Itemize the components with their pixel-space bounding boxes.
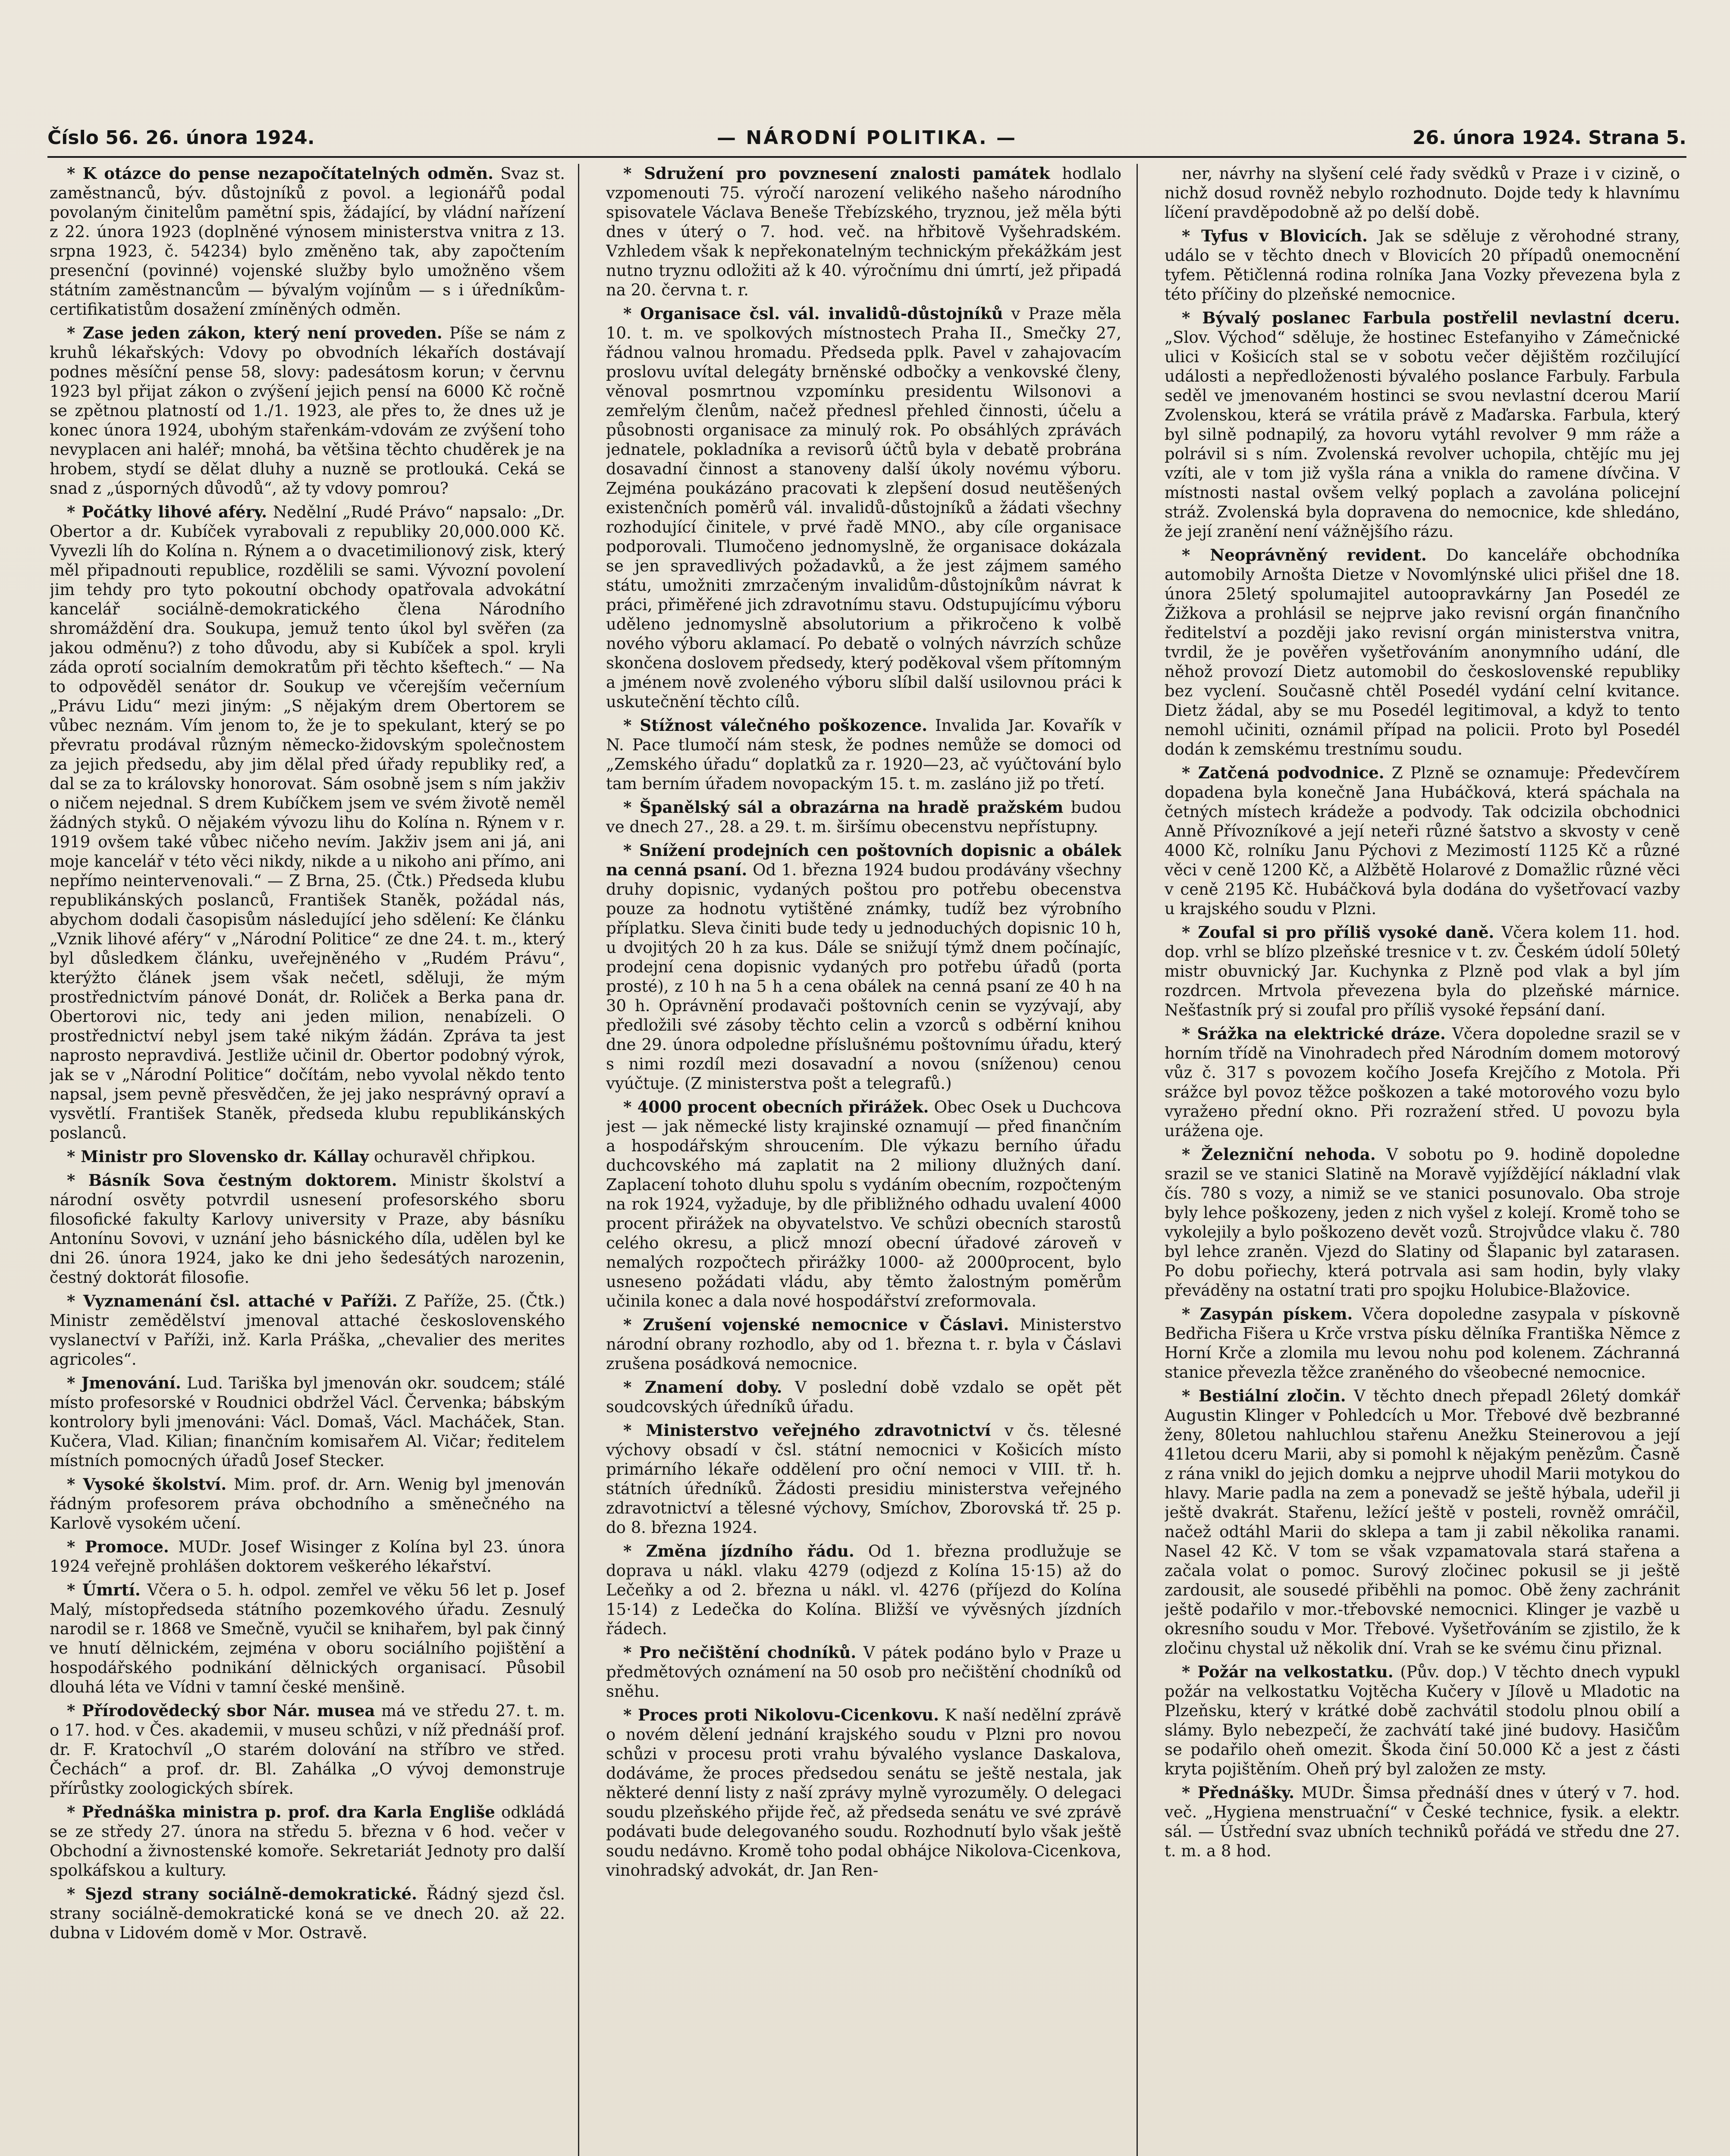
news-item — [606, 304, 1121, 711]
column-3 — [1165, 164, 1680, 2156]
news-item-headline: * Změna jízdního řádu. — [623, 1542, 854, 1561]
news-item — [606, 164, 1121, 300]
news-item-headline: * Srážka na elektrické dráze. — [1182, 1024, 1446, 1043]
news-item-text: Jak se sděluje z věrohodné strany, událo se v těchto dnech v Blovicích 20 případů onemocnění tyfem. Pětičlenná rodina rolníka Jana Vozky převezena byla z této příčiny do plzeňské nemocnice. — [1165, 227, 1680, 304]
news-item-headline: * 4000 procent obecních přirážek. — [623, 1097, 929, 1116]
news-item — [1165, 763, 1680, 918]
news-item — [50, 1802, 565, 1880]
news-item-headline: * Vysoké školství. — [67, 1475, 227, 1494]
news-item — [606, 1643, 1121, 1701]
news-item-text: má ve středu 27. t. m. o 17. hod. v Čes. akademii, v museu schůzi, v níž přednáší prof. dr. F. Kratochvíl „O starém dolování na stříbro ve střed. Čechách“ a prof. dr. Bl. Zahálka „O vývoj demonstruje přírůstky zoologických sbírek. — [50, 1702, 565, 1798]
news-item-headline: * Zatčená podvodnice. — [1182, 763, 1385, 782]
news-item-text: Ministerstvo národní obrany rozhodlo, aby od 1. března t. r. byla v Čáslavi zrušena posádková nemocnice. — [606, 1316, 1121, 1373]
news-item-text: Do kanceláře obchodníka automobily Arnošta Dietze v Novomlýnské ulici přišel dne 18. února 25letý spolumajitel autoopravkárny Jan Posedél ze Žižkova a prohlásil se nejprve jako revisní orgán finančního ředitelství a později jako revisní orgán ministerstva vnitra, tvrdil, že je pověřen vyšetřováním anonymního udání, dle něhož provozí Dietz automobil do československé republiky bez vyclení. Současně chtěl Posedél vydání celní kvitance. Dietz žádal, aby se mu Posedél legitimoval, a když to tento nemohl učiniti, oznámil případ na policii. Proto byl Posedél dodán k zemskému trestnímu soudu. — [1165, 546, 1680, 758]
news-item-text: V pátek podáno bylo v Praze u předmětových oznámení na 50 osob pro nečištění chodníků od sněhu. — [606, 1643, 1121, 1701]
column-divider — [578, 164, 579, 2156]
news-item — [606, 798, 1121, 837]
news-item-text: K naší nedělní zprávě o novém dělení jednání krajského soudu v Plzni pro novou schůzi v procesu proti vrahu bývalého vyslance Daskalova, dodáváme, že proces předsedou senátu se ještě nestala, jak některé denní listy z naší zprávy mylně vyrozuměly. O delegaci soudu plzeňského přijde řeč, až předseda senátu ve své zprávě podávati bude delegovaného soudu. Rozhodnutí bylo však ještě soudu nedávno. Kromě toho podal obhájce Nikolova-Cicenkova, vinohradský advokát, dr. Jan Ren- — [606, 1706, 1121, 1880]
news-item-text: Včera dopoledne srazil se v horním třídě na Vinohradech před Národním domem motorový vůz č. 317 s povozem kočího Josefa Krejčího z Motola. Při srážce byl povoz těžce poškozen a také motorového vozu bylo vyražено přední okno. Při rozražení střed. U povozu byla urážena oje. — [1165, 1025, 1680, 1140]
news-item-headline: * Tyfus v Blovicích. — [1182, 226, 1368, 245]
news-item-text: „Slov. Východ“ sděluje, že hostinec Estefanyiho v Zámečnické ulici v Košicích stal se v sobotu večer dějištěm rozčilující události a nepředloženosti bývalého poslance Farbuly. Farbula seděl ve jmenovaném hostinci se svou nevlastní dcerou Marií Zvolenskou, která se vrátila právě z Maďarska. Farbula, který byl silně podnapilý, za hovoru vytáhl revolver 9 mm ráže a polrávil si s ním. Zvolenská revolver uchopila, chtějíc mu jej vzíti, ale v tom již vyšla rána a vnikla do ramene dívčina. V místnosti nastal ovšem velký poplach a zavolána policejní stráž. Zvolenská byla dopravena do nemocnice, kde shledáno, že její zranění není vážnějšího rázu. — [1165, 328, 1680, 541]
news-item — [50, 164, 565, 319]
news-item-headline: * Stížnost válečného poškozence. — [623, 716, 927, 735]
news-item — [50, 1171, 565, 1287]
news-item-headline: * Znamení doby. — [623, 1378, 782, 1397]
news-item-text: Píše se nám z kruhů lékařských: Vdovy po obvodních lékařích dostávají podnes měsíční pense 58, slovy: padesátosm korun; v červnu 1923 byl přijat zákon o zvýšení jejich pensí na 6000 Kč ročně se zpětnou platností od 1./1. 1923, ale přes to, že dnes už je konec února 1924, ubohým stařenkám-vdovám ze zvýšení toho nevyplacen ani haléř; mnohá, ba většina těchto chuděrek je na hrobem, stydí se dělat dluhy a nuzně se protlouká. Ceká se snad z „úsporných důvodů“, až ty vdovy pomrou? — [50, 324, 565, 498]
news-item-text: Invalida Jar. Kovařík v N. Pace tlumočí nám stesk, že podnes nemůže se domoci od „Zemského úřadu“ doplatků za r. 1920—23, ač vyúčtování bylo tam berním úřadem novopackým 15. t. m. zasláno již po třetí. — [606, 716, 1121, 793]
news-item — [606, 1421, 1121, 1537]
news-item-headline: * Počátky lihové aféry. — [67, 502, 267, 521]
news-item-text: V sobotu po 9. hodině dopoledne srazil se ve stanici Slatině na Moravě vyjíždějící nákladní vlak čís. 780 s vozy, a nimiž se ve stanici posunovalo. Oba stroje byly lehce poškozeny, jeden z nich vyšel z kolejí. Kromě toho se vykolejily a bylo poškozeno devět vozů. Strojvůdce vlaku č. 780 byl lehce zraněn. Vjezd do Slatiny od Šlapanic byl zatarasen. Po dobu pořiechy, která potrvala asi sam hodin, byly vlaky převáděny na ostatní trati pro spojku Holubice-Blažovice. — [1165, 1145, 1680, 1300]
news-item-text: (Pův. dop.) V těchto dnech vypukl požár na velkostatku Vojtěcha Kučery v Jílově u Mladotic na Plzeňsku, který v krátké době zachvátil stodolu plnou obilí a slámy. Bylo nebezpečí, že zachvátí také jiné budovy. Hasičům se podařilo oheň omezit. Škoda činí 50.000 Kč a jest z části kryta pojištěním. Oheň prý byl založen ze msty. — [1165, 1663, 1680, 1778]
header-rule — [47, 156, 1686, 158]
news-item-text: v čs. tělesné výchovy obsadí v čsl. státní nemocnici v Košicích místo primárního lékaře oddělení pro oční nemoci v VIII. tř. h. státních úředníků. Žádosti presidiu ministerstva veřejného zdravotnictví a tělesné výchovy, Smíchov, Zborovská tř. 25 p. do 8. března 1924. — [606, 1421, 1121, 1537]
news-item — [606, 716, 1121, 793]
news-item-headline: * Sdružení pro povznesení znalosti památek — [623, 164, 1050, 183]
news-item-headline: * Bestiální zločin. — [1182, 1386, 1346, 1405]
news-item-text: Obec Osek u Duchcova jest — jak německé listy krajinské oznamují — před finančním a hospodářským shroucením. Dle výkazu berního úřadu duchcovského má zaplatit na 2 miliony dlužných daní. Zaplacení tohoto dluhu spolu s vydáním obecním, rozpočteným na rok 1924, vyžaduje, by dle přibližného odhadu uvalení 4000 procent přirážek na obyvatelstvo. Ve schůzi obecních starostů celého okresu, a plicž mnozí obecní úřadové zároveň v nemalých rozpočtech přirážky 1000- až 2000procent, bylo usneseno požádati vládu, aby těmto žalostným poměrům učinila konec a dala nové hospodářství zreformovala. — [606, 1098, 1121, 1310]
news-item-text: ner, návrhy na slyšení celé řady svědků v Praze i v cizině, o nichž dosud rovněž nebylo rozhodnuto. Dojde tedy k hlavnímu líčení pravděpodobně až po delší době. — [1165, 164, 1680, 222]
news-item-headline: * Jmenování. — [67, 1373, 181, 1392]
news-item-text: MUDr. Josef Wisinger z Kolína byl 23. února 1924 veřejně prohlášen doktorem veškerého lékařství. — [50, 1538, 565, 1576]
news-item-text: Svaz st. zaměstnanců, býv. důstojníků z povol. a legionářů podal povolaným činitelům pamětní spis, žádající, by vládní nařízení z 22. února 1923 (doplněné výnosem ministerstva vnitra z 13. srpna 1923, č. 54234) bylo změněno tak, aby započtením presenční (povinné) vojenské služby bylo umožněno všem státním zaměstnancům — bývalým vojínům — s i úředníkům-certifikatistům dosažení zmíněných odměn. — [50, 164, 565, 319]
news-item — [50, 1701, 565, 1798]
news-item-text: Řádný sjezd čsl. strany sociálně-demokratické koná se ve dnech 20. až 22. dubna v Lidovém domě v Mor. Ostravě. — [50, 1885, 565, 1942]
news-item — [606, 1542, 1121, 1639]
column-divider — [1137, 164, 1138, 2156]
news-item-text: V poslední době vzdalo se opět pět soudcovských úředníků úřadu. — [606, 1378, 1121, 1416]
news-item — [50, 1291, 565, 1369]
news-item — [606, 1705, 1121, 1880]
news-item-headline: * Ministerstvo veřejného zdravotnictví — [623, 1421, 991, 1440]
news-item-headline: * Požár na velkostatku. — [1182, 1662, 1394, 1681]
news-item-text: Mim. prof. dr. Arn. Wenig byl jmenován řádným profesorem práva obchodního a směnečného na Karlově vysokém učení. — [50, 1475, 565, 1532]
news-item-headline: * Bývalý poslanec Farbula postřelil nevlastní dceru. — [1182, 308, 1680, 327]
news-item — [1165, 1145, 1680, 1300]
newspaper-title: — NÁRODNÍ POLITIKA. — — [717, 127, 1017, 149]
news-item — [1165, 923, 1680, 1020]
news-item — [1165, 545, 1680, 759]
news-item-text: Včera o 5. h. odpol. zemřel ve věku 56 let p. Josef Malý, místopředseda státního pozemkového úřadu. Zesnulý narodil se r. 1868 ve Smečně, vyučil se knihařem, byl pak činný ve hnutí dělnickém, zejména v oboru sociálního pojištění a hospodářského podnikání dělnických organisací. Působil dlouhá léta ve Vídni v tamní české menšině. — [50, 1581, 565, 1696]
news-item-headline: * Organisace čsl. vál. invalidů-důstojníků — [623, 304, 1003, 323]
news-item — [50, 502, 565, 1143]
news-item — [50, 1373, 565, 1470]
column-2 — [606, 164, 1121, 2156]
news-item — [606, 1378, 1121, 1416]
news-item-text: Lud. Tariška byl jmenován okr. soudcem; stálé místo profesorské v Roudnici obdržel Václ. Červenka; bábským kontrolory byli jmenováni: Václ. Domaš, Václ. Macháček, Stan. Kučera, Vlad. Kilian; finančním komisařem Al. Vičar; ředitelem místních pomocných úřadů Josef Stecker. — [50, 1374, 565, 1470]
news-item-headline: * Snížení prodejních cen poštovních dopisnic a obálek na cenná psaní. — [606, 841, 1121, 879]
news-item-headline: * Zasypán pískem. — [1182, 1304, 1353, 1323]
news-item-headline: * Zase jeden zákon, který není proveden. — [67, 323, 443, 342]
news-item — [1165, 1783, 1680, 1861]
news-item-text: hodlalo vzpomenouti 75. výročí narození velikého našeho národního spisovatele Václava Beneše Třebízského, tryznou, jež měla býti dnes v úterý o 7. hod. več. na hřbitově Vyšehradském. Vzhledem však k nepřekonatelným technickým překážkám jest nutno tryznu odložiti až k 40. výročnímu dni úmrtí, jež připadá na 20. června t. r. — [606, 164, 1121, 299]
news-item-headline: * Zrušení vojenské nemocnice v Čáslavi. — [623, 1315, 1009, 1334]
page-number: 26. února 1924. Strana 5. — [1412, 127, 1686, 149]
news-item-text: ochuravěl chřipkou. — [374, 1147, 536, 1166]
news-item-text: Nedělní „Rudé Právo“ napsalo: „Dr. Obertor a dr. Kubíček vyrabovali z republiky 20,000.000 Kč. Vyvezli líh do Kolína n. Rýnem a o dvacetimilionový zisk, který měl připadnouti republice, rozdělili se sami. Vývozní povolení jim tehdy pro tyto pokoutní obchody opatřovala advokátní kancelář sociálně-demokratického člena Národního shromáždění dra. Soukupa, jemuž tento úkol byl svěřen (za jakou odměnu?) z toho důvodu, aby si Kubíček a spol. kryli záda oprotí socialním demokratům při těchto kšeftech.“ — Na to odpověděl senátor dr. Soukup ve včerejším večerníum „Právu Lidu“ mezi jiným: „S nějakým drem Obertorem se vůbec neznám. Vím jenom to, že je to spekulant, který se po převratu prodával různým německo-židovským společnostem za jejich předsedu, aby jim dělal před úřady republiky reď, a dal se za to královsky honorovat. Sám osobně jsem s ním jakživ o ničem nejednal. S drem Kubíčkem jsem ve svém životě neměl žádných styků. O nějakém vývozu lihu do Kolína n. Rýnem v r. 1919 ovšem také vůbec ničeho nevím. Jakživ jsem ani já, ani moje kancelář v této věci nikdy, nikde a u nikoho ani přímo, ani nepřímo neintervenovali.“ — Z Brna, 25. (Čtk.) Předseda klubu republikánských poslanců, František Staněk, požádal nás, abychom dodali časopisům následující jeho sdělení: Ke článku „Vznik lihové aféry“ v „Národní Politice“ ze dne 24. t. m., který byl důsledkem článku, uveřejněného v „Rudém Právu“, kterýžto článek jsem však nečetl, sděluji, že mým prostřednictvím pánové Donát, dr. Roliček a Berka pana dr. Obertorovi nic, tedy ani jeden milion, nenabízeli. O prostřednictví nebyl jsem také nikým žádán. Zpráva ta jest naprosto nepravdivá. Jestliže učinil dr. Obertor podobný výrok, jak se v „Národní Politice“ dočítám, nebo vyvolal někdo tento napsal, jsem pevně přesvědčen, že jej jako nesprávný opraví a vysvětlí. František Staněk, předseda klubu republikánských poslanců. — [50, 503, 565, 1142]
news-item-text: MUDr. Šimsa přednáší dnes v úterý v 7. hod. več. „Hygiena menstruační“ v České technice, fysik. a elektr. sál. — Ústřední svaz ubních techniků pořádá ve středu dne 27. t. m. a 8 hod. — [1165, 1783, 1680, 1860]
news-item-text: odkládá se ze středy 27. února na středu 5. března v 6 hod. večer v Obchodní a živnostenské komoře. Sekretariát Jednoty pro další spolkáfskou a kultury. — [50, 1803, 565, 1880]
news-item — [1165, 308, 1680, 541]
news-item — [1165, 226, 1680, 304]
news-item-headline: * Ministr pro Slovensko dr. Kállay — [67, 1147, 369, 1166]
news-item-text: Od 1. března prodlužuje se doprava u nákl. vlaku 4279 (odjezd z Kolína 15·15) až do Lečeňky a od 2. března u nákl. vl. 4276 (příjezd do Kolína 15·14) z Ledečka do Kolína. Bližší ve vývěsných jízdních řádech. — [606, 1542, 1121, 1638]
news-item-headline: * Přednáška ministra p. prof. dra Karla Engliše — [67, 1802, 495, 1821]
news-item-text: Ministr školství a národní osvěty potvrdil usnesení profesorského sboru filosofické fakulty Karlovy university v Praze, aby básníku Antonínu Sovovi, v uznání jeho básnického díla, udělen byl ke dni 26. února 1924, jako ke dni jeho šedesátých narozenin, čestný doktorát filosofie. — [50, 1171, 565, 1287]
news-item-headline: * Neoprávněný revident. — [1182, 545, 1427, 564]
news-item-headline: * Sjezd strany sociálně-demokratické. — [67, 1884, 417, 1903]
news-item-headline: * Vyznamenání čsl. attaché v Paříži. — [67, 1291, 398, 1310]
news-item-text: V těchto dnech přepadl 26letý domkář Augustin Klinger v Pohledcích u Mor. Třebové dvě bezbranné ženy, 80letou nahluchlou stařenu Anežku Steinerovou a její 41letou dceru Marii, aby si pomohl k nějakým penězům. Časně z rána vnikl do jejich domku a nejprve uhodil Marii motykou do hlavy. Marie padla na zem a ponevadž se ještě hýbala, udeřil ji ještě dvakrát. Stařenu, ležící ještě v posteli, rovněž omráčil, načež odtáhl Marii do sklepa a tam ji zabil několika ranami. Nasel 42 Kč. V tom se však vzpamatovala stará stařena a začala volat o pomoc. Surový zločinec pokusil se ji ještě zardousit, ale sousedé přiběhli na pomoc. Obě ženy zachránit ještě podařilo v mor.-třebovské nemocnici. Klinger je vazbě u okresního soudu v Mor. Třebové. Vyšetřováním se zjistilo, že k zločinu chystal už několik dní. Vrah se ke svému činu přiznal. — [1165, 1387, 1680, 1658]
news-item-text: Včera kolem 11. hod. dop. vrhl se blízo plzeňské tresnice v t. zv. Českém údolí 50letý mistr obuvnický Jar. Kuchynka z Plzně pod vlak a byl jím rozdrcen. Mrtvola převezena byla do plzeňské márnice. Nešťastník prý si zoufal pro příliš vysoké řepsání daní. — [1165, 923, 1680, 1019]
news-item — [606, 1097, 1121, 1311]
news-item — [50, 1147, 565, 1166]
news-item-headline: * Přírodovědecký sbor Nár. musea — [67, 1701, 375, 1720]
news-item-text: Včera dopoledne zasypala v pískovně Bedřicha Fišera u Krče vrstva písku dělníka Františka Němce z Horní Krče a zlomila mu levou nohu pod kolenem. Záchranná stanice převezla těžce zraněného do všeobecné nemocnice. — [1165, 1305, 1680, 1382]
news-item-headline: * Železniční nehoda. — [1182, 1145, 1376, 1164]
news-item — [1165, 1024, 1680, 1141]
news-item — [50, 323, 565, 498]
news-item-headline: * Proces proti Nikolovu-Cicenkovu. — [623, 1705, 939, 1724]
news-item-text: Od 1. března 1924 budou prodávány všechny druhy dopisnic, vydaných poštou pro potřebu obecenstva pouze za hodnotu vytištěné známky, tudíž bez výrobního příplatku. Sleva činiti bude tedy u jednoduchých dopisnic 10 h, u dvojitých 20 h za kus. Dále se snižují týmž dnem počínajíc, prodejní cena dopisnic vydaných pro potřebu úřadů (porta prosté), z 10 h na 5 h a cena obálek na cenná psaní ze 40 h na 30 h. Oprávnění prodavači poštovních cenin se vyzývají, aby předložili své zásoby těchto celin a vzorců s odběrní knihou dne 29. února odpoledne příslušnému poštovnímu úřadu, který s nimi rozdíl mezi dosavadní a novou (sníženou) cenou vyúčtuje. (Z ministerstva pošt a telegrafů.) — [606, 861, 1121, 1093]
news-item-headline: * Zoufal si pro příliš vysoké daně. — [1182, 923, 1495, 942]
news-item-headline: * K otázce do pense nezapočítatelných odměn. — [67, 164, 494, 183]
news-item-text: Z Paříže, 25. (Čtk.) Ministr zemědělství jmenoval attaché československého vyslanectví v Paříži, inž. Karla Práška, „chevalier des merites agricoles“. — [50, 1292, 565, 1369]
news-item-headline: * Španělský sál a obrazárna na hradě pražském — [623, 798, 1064, 817]
news-item — [1165, 164, 1680, 222]
news-item-headline: * Úmrtí. — [67, 1580, 141, 1599]
page-header — [47, 121, 1686, 155]
column-1 — [50, 164, 565, 2156]
news-item-headline: * Promoce. — [67, 1537, 169, 1556]
news-item-text: budou ve dnech 27., 28. a 29. t. m. širšímu obecenstvu nepřístupny. — [606, 798, 1121, 836]
news-item — [1165, 1662, 1680, 1779]
news-item — [50, 1537, 565, 1576]
news-item — [50, 1475, 565, 1533]
news-item-headline: * Pro nečištění chodníků. — [623, 1643, 857, 1662]
news-item — [50, 1580, 565, 1697]
news-item-text: v Praze měla 10. t. m. ve spolkových místnostech Praha II., Smečky 27, řádnou valnou hromadu. Předseda pplk. Pavel v zahajovacím proslovu uvítal delegáty brněnské odbočky a venkovské členy, věnoval posmrtnou vzpomínku presidentu Wilsonovi a zemřelým členům, načež přednesl přehled činnosti, účelu a působnosti organisace za minulý rok. Po obsáhlých zprávách jednatele, pokladníka a revisorů účtů byla v debatě probrána dosavadní činnost a stanoveny další úkoly novému výboru. Zejména poukázáno pracovati k zlepšení dosud neutěšených existenčních poměrů vál. invalidů-důstojníků a žádati všechny rozhodující činitele, v prvé řadě MNO., aby cíle organisace podporovali. Tlumočeno jednomyslně, že organisace dokázala se jen spravedlivých požadavků, a že jest zájmem samého státu, umožniti zmrzačeným invalidům-důstojníkům návrat k práci, přiměřené jich zdravotnímu stavu. Odstupujícímu výboru udělenо jednomyslně absolutorium a přikročeno k volbě nového výboru aklamací. Po debatě o volných návrzích schůze skončena doslovem předsedy, který poděkoval všem přítomným a jménem nově zvoleného výboru slíbil další usilovnou práci k uskutečnění těchto cílů. — [606, 304, 1121, 711]
news-item — [606, 841, 1121, 1093]
news-item-headline: * Přednášky. — [1182, 1783, 1294, 1802]
issue-number: Číslo 56. 26. února 1924. — [47, 127, 315, 149]
news-item-text: Z Plzně se oznamuje: Předevčírem dopadena byla konečně Jana Hubáčková, která spáchala na četných místech krádeže a podvody. Tak odcizila obchodnici Anně Přívozníkové a její neteři různé šatstvo a skvosty v ceně 4000 Kč, rolníku Janu Pýchovi z Mezimostí 1125 Kč a různé věci v ceně 1200 Kč, a Alžbětě Holarové z Domažlic různé věci v ceně 2195 Kč. Hubáčková byla dodána do vyšetřovací vazby u krajského soudu v Plzni. — [1165, 764, 1680, 918]
news-item — [50, 1884, 565, 1943]
news-item-headline: * Básník Sova čestným doktorem. — [67, 1171, 397, 1190]
news-item — [1165, 1304, 1680, 1382]
news-item — [1165, 1386, 1680, 1658]
news-item — [606, 1315, 1121, 1373]
